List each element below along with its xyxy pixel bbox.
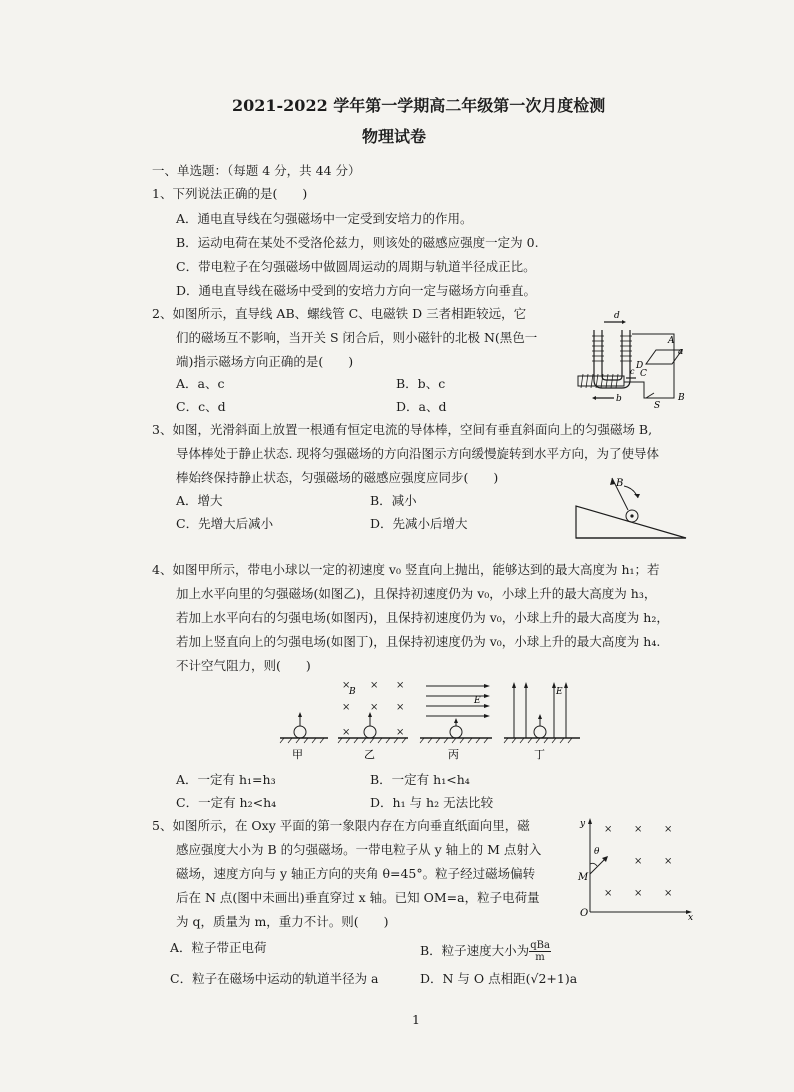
- section-heading: 一、单选题：（每题 4 分，共 44 分）: [152, 163, 361, 178]
- svg-text:×: ×: [634, 856, 643, 867]
- q2-circuit-figure: [574, 310, 699, 411]
- svg-text:×: ×: [664, 888, 673, 899]
- q2-compass-b-tip: [592, 396, 596, 400]
- svg-text:×: ×: [664, 824, 673, 835]
- q5-label-theta: θ: [594, 847, 600, 857]
- q1-option-a: A．通电直导线在匀强磁场中一定受到安培力的作用。: [176, 211, 473, 226]
- q2-label-D: D: [636, 361, 644, 371]
- q5-coordinate-figure: [576, 816, 696, 923]
- q2-option-d: D．a、d: [396, 399, 447, 414]
- q2-plane: [646, 350, 682, 364]
- q2-label-a: a: [678, 347, 684, 357]
- q2-line-3: 端)指示磁场方向正确的是( ): [176, 354, 354, 369]
- q5-velocity: [590, 858, 606, 874]
- page-number: 1: [412, 1012, 420, 1027]
- q5-fraction-numerator: qBa: [530, 940, 550, 951]
- q2-option-a: A．a、c: [176, 376, 225, 391]
- q5-option-d: D．N 与 O 点相距(√2+1)a: [420, 971, 578, 986]
- q5-option-c: C．粒子在磁场中运动的轨道半径为 a: [170, 971, 379, 986]
- svg-text:×: ×: [342, 680, 351, 691]
- q2-switch-lever: [646, 393, 654, 398]
- q4-line-4: 若加上竖直向上的匀强电场(如图丁)，且保持初速度仍为 v₀，小球上升的最大高度为 h₄.: [176, 634, 661, 649]
- q2-label-b: b: [616, 394, 622, 404]
- q3-line-1: 3、如图，光滑斜面上放置一根通有恒定电流的导体棒，空间有垂直斜面向上的匀强磁场 B,: [152, 422, 653, 437]
- q2-label-A: A: [668, 336, 675, 346]
- q4-line-3: 若加上水平向右的匀强电场(如图丙)，且保持初速度仍为 v₀，小球上升的最大高度为 h₂，: [176, 610, 669, 625]
- q4-label-yi: 乙: [364, 748, 375, 761]
- q4-label-ding: 丁: [534, 748, 545, 761]
- svg-text:×: ×: [396, 680, 405, 691]
- q4-label-E-ding: E: [556, 687, 563, 697]
- q5-y-axis-tip: [588, 818, 592, 824]
- q4-label-E-bing: E: [474, 696, 481, 706]
- q5-line-5: 为 q，质量为 m，重力不计。则( ): [176, 914, 389, 929]
- q2-line-1: 2、如图所示，直导线 AB、螺线管 C、电磁铁 D 三者相距较远，它: [152, 306, 527, 321]
- q2-u-windings: [592, 336, 632, 361]
- q3-option-a: A．增大: [176, 493, 223, 508]
- q4-line-5: 不计空气阻力，则( ): [176, 658, 311, 673]
- q4-option-b: B．一定有 h₁<h₄: [370, 772, 470, 787]
- svg-text:×: ×: [396, 727, 405, 738]
- q2-compass-d-tip: [622, 320, 626, 324]
- svg-text:×: ×: [634, 824, 643, 835]
- q2-u-magnet-inner: [602, 330, 622, 380]
- q5-label-x: x: [688, 913, 694, 923]
- svg-text:×: ×: [634, 888, 643, 899]
- svg-text:×: ×: [604, 824, 613, 835]
- svg-text:×: ×: [342, 702, 351, 713]
- q4-label-B: B: [349, 687, 356, 697]
- q5-line-3: 磁场，速度方向与 y 轴正方向的夹角 θ=45°。粒子经过磁场偏转: [176, 866, 536, 881]
- q5-line-2: 感应强度大小为 B 的匀强磁场。一带电粒子从 y 轴上的 M 点射入: [176, 842, 542, 857]
- q3-incline-figure: [572, 476, 692, 546]
- q2-option-c: C．c、d: [176, 399, 226, 414]
- q3-option-c: C．先增大后减小: [176, 516, 274, 531]
- q3-option-d: D．先减小后增大: [370, 516, 468, 531]
- q4-option-c: C．一定有 h₂<h₄: [176, 795, 277, 810]
- q5-option-b-fraction: [529, 940, 551, 963]
- q2-label-B: B: [678, 393, 685, 403]
- q2-line-2: 们的磁场互不影响，当开关 S 闭合后，则小磁针的北极 N(黑色一: [176, 330, 538, 345]
- q3-label-B: B: [616, 478, 624, 489]
- q1-stem: 1、下列说法正确的是( ): [152, 186, 308, 201]
- q3-current-dot: [630, 514, 633, 517]
- q2-label-c: c: [630, 367, 635, 376]
- q5-line-4: 后在 N 点(图中未画出)垂直穿过 x 轴。已知 OM=a，粒子电荷量: [176, 890, 540, 905]
- q3-rotation-tip: [634, 494, 640, 498]
- q3-rotation-arc: [624, 486, 638, 498]
- exam-title: 2021-2022 学年第一学期高二年级第一次月度检测: [232, 96, 606, 115]
- q1-option-c: C．带电粒子在匀强磁场中做圆周运动的周期与轨道半径成正比。: [176, 259, 536, 274]
- q5-field-crosses: [604, 824, 672, 899]
- q4-line-1: 4、如图甲所示，带电小球以一定的初速度 v₀ 竖直向上抛出，能够达到的最大高度为 h₁；若: [152, 562, 660, 577]
- svg-text:×: ×: [342, 727, 351, 738]
- q4-panel-yi: [338, 680, 408, 761]
- q4-label-jia: 甲: [292, 748, 303, 761]
- q5-label-O: O: [580, 908, 589, 919]
- q3-line-3: 棒始终保持静止状态，匀强磁场的磁感应强度应同步( ): [176, 470, 499, 485]
- q5-option-a: A．粒子带正电荷: [170, 940, 267, 955]
- svg-text:×: ×: [370, 680, 379, 691]
- q5-option-b-text: B．粒子速度大小为: [420, 943, 530, 958]
- q2-label-d: d: [614, 311, 620, 321]
- q5-angle-arc: [590, 863, 597, 866]
- q2-option-b: B．b、c: [396, 376, 446, 391]
- svg-text:×: ×: [664, 856, 673, 867]
- q4-option-d: D．h₁ 与 h₂ 无法比较: [370, 795, 494, 810]
- q2-label-C: C: [640, 369, 647, 379]
- exam-subtitle: 物理试卷: [362, 127, 427, 146]
- q4-line-2: 加上水平向里的匀强磁场(如图乙)，且保持初速度仍为 v₀，小球上升的最大高度为 h₃，: [176, 586, 657, 601]
- q4-option-a: A．一定有 h₁=h₃: [176, 772, 276, 787]
- q4-panels-figure: [278, 680, 588, 762]
- q4-panel-ding: [504, 682, 580, 761]
- q3-option-b: B．减小: [370, 493, 417, 508]
- q4-panel-jia: [280, 712, 328, 761]
- q2-label-S: S: [654, 401, 661, 411]
- q1-option-d: D．通电直导线在磁场中受到的安培力方向一定与磁场方向垂直。: [176, 283, 537, 298]
- q1-option-b: B．运动电荷在某处不受洛伦兹力，则该处的磁感应强度一定为 0.: [176, 235, 539, 250]
- q5-label-y: y: [580, 819, 586, 829]
- q5-line-1: 5、如图所示，在 Oxy 平面的第一象限内存在方向垂直纸面向里，磁: [152, 818, 530, 833]
- svg-text:×: ×: [396, 702, 405, 713]
- q5-fraction-denominator: m: [535, 952, 545, 963]
- svg-text:×: ×: [604, 888, 613, 899]
- q4-panel-bing: [420, 684, 492, 761]
- svg-text:×: ×: [370, 702, 379, 713]
- q5-option-b: [420, 940, 551, 963]
- q4-label-bing: 丙: [448, 748, 459, 761]
- q5-label-M: M: [578, 872, 589, 883]
- q3-line-2: 导体棒处于静止状态. 现将匀强磁场的方向沿图示方向缓慢旋转到水平方向，为了使导体: [176, 446, 659, 461]
